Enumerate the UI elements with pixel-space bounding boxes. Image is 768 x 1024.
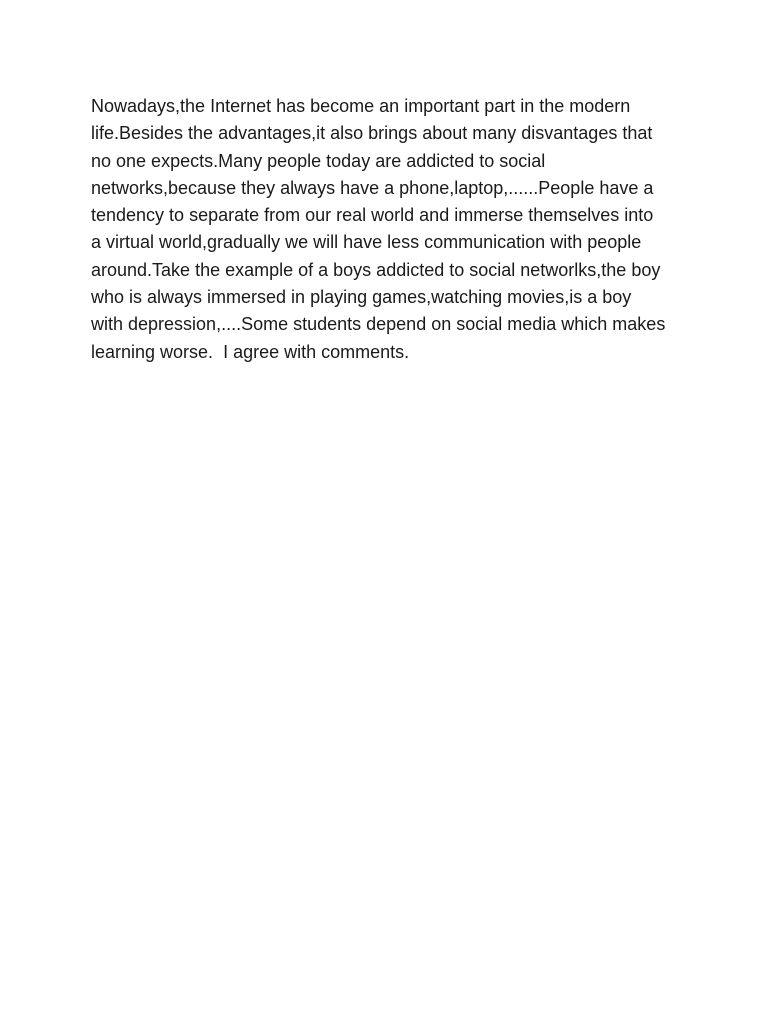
paragraph-line: learning worse. I agree with comments.	[91, 341, 410, 362]
paragraph-line: tendency to separate from our real world and immerse themselves into	[91, 205, 654, 226]
paragraph-line: a virtual world,gradually we will have less communication with people	[91, 232, 642, 253]
paragraph-line: who is always immersed in playing games,watching movies,is a boy	[91, 287, 632, 308]
paragraph-line: with depression,....Some students depend on social media which makes	[91, 314, 666, 335]
paragraph-line: Nowadays,the Internet has become an important part in the modern	[91, 96, 631, 116]
paragraph-line: networks,because they always have a phone,laptop,......People have a	[91, 177, 654, 198]
paragraph-line: no one expects.Many people today are addicted to social	[91, 150, 546, 171]
paragraph-line: life.Besides the advantages,it also brings about many disvantages that	[91, 123, 653, 144]
paragraph-line: around.Take the example of a boys addicted to social networlks,the boy	[91, 259, 661, 280]
body-paragraph	[91, 93, 691, 366]
